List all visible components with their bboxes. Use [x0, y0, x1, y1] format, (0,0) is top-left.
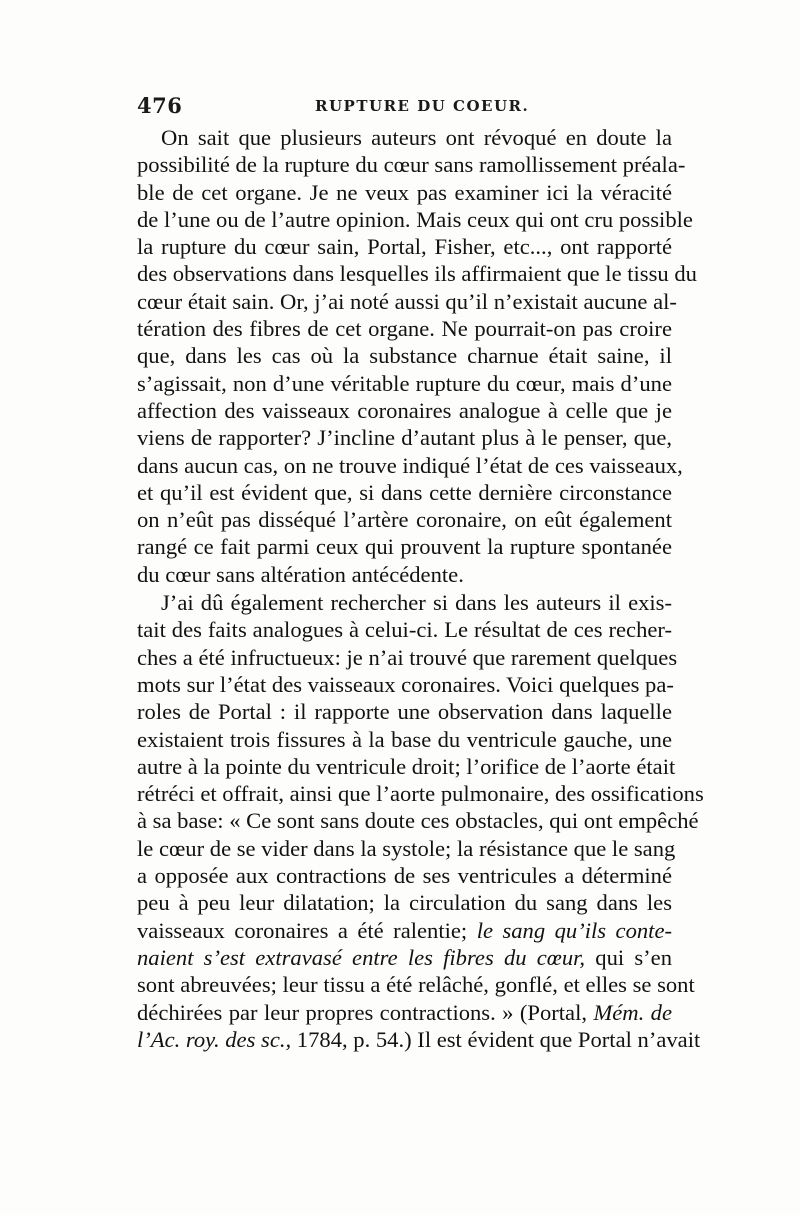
- text-line: le cœur de se vider dans la systole; la résistance que le sang: [137, 835, 676, 861]
- text-line: possibilité de la rupture du cœur sans ramollissement préala-: [137, 152, 686, 178]
- paragraph-1: [137, 124, 697, 588]
- text-run: 1784, p. 54.) Il est évident que Portal n’avait: [296, 1026, 701, 1052]
- paragraph-2: [137, 589, 704, 1053]
- text-line: tération des fibres de cet organe. Ne pourrait-on pas croire: [137, 316, 672, 342]
- italic-run: naient s’est extravasé entre les fibres du cœur,: [137, 944, 586, 970]
- text-line: tait des faits analogues à celui-ci. Le résultat de ces recher-: [137, 617, 672, 643]
- text-line: des observations dans lesquelles ils affirmaient que le tissu du: [137, 261, 697, 287]
- text-line: [137, 999, 672, 1026]
- text-line: ches a été infructueux: je n’ai trouvé que rarement quelques: [137, 644, 678, 670]
- italic-run: Mém. de: [593, 999, 672, 1025]
- text-line: rangé ce fait parmi ceux qui prouvent la rupture spontanée: [137, 534, 672, 560]
- text-line: [137, 917, 672, 944]
- text-line: autre à la pointe du ventricule droit; l’orifice de l’aorte était: [137, 753, 676, 779]
- text-line: roles de Portal : il rapporte une observation dans laquelle: [137, 699, 672, 725]
- text-line: existaient trois fissures à la base du ventricule gauche, une: [137, 726, 672, 752]
- italic-run: le sang qu’ils conte-: [476, 917, 673, 943]
- text-line: J’ai dû également rechercher si dans les auteurs il exis-: [161, 590, 672, 616]
- text-line: ble de cet organe. Je ne veux pas examiner ici la véracité: [137, 179, 672, 205]
- text-line: que, dans les cas où la substance charnue était saine, il: [137, 343, 672, 369]
- text-run: vaisseaux coronaires a été ralentie;: [137, 917, 468, 943]
- text-line: du cœur sans altération antécédente.: [137, 561, 464, 587]
- text-line: s’agissait, non d’une véritable rupture du cœur, mais d’une: [137, 370, 672, 396]
- text-run: déchirées par leur propres contractions. » (Portal,: [137, 999, 588, 1025]
- text-line: à sa base: « Ce sont sans doute ces obstacles, qui ont empêché: [137, 808, 699, 834]
- text-line: la rupture du cœur sain, Portal, Fisher, etc..., ont rapporté: [137, 234, 672, 260]
- text-line: on n’eût pas disséqué l’artère coronaire, on eût également: [137, 507, 672, 533]
- text-run: qui s’en: [595, 944, 672, 970]
- text-line: de l’une ou de l’autre opinion. Mais ceux qui ont cru possible: [137, 206, 693, 232]
- text-line: viens de rapporter? J’incline d’autant plus à le penser, que,: [137, 425, 672, 451]
- text-line: peu à peu leur dilatation; la circulation du sang dans les: [137, 890, 672, 916]
- text-line: affection des vaisseaux coronaires analogue à celle que je: [137, 397, 672, 423]
- text-line: et qu’il est évident que, si dans cette dernière circonstance: [137, 479, 672, 505]
- text-line: rétréci et offrait, ainsi que l’aorte pulmonaire, des ossifications: [137, 781, 704, 807]
- text-line: [137, 1026, 701, 1053]
- text-line: dans aucun cas, on ne trouve indiqué l’état de ces vaisseaux,: [137, 452, 683, 478]
- page-number: 476: [137, 93, 183, 118]
- running-title: RUPTURE DU COEUR.: [315, 97, 530, 115]
- body-text: [137, 124, 704, 1053]
- italic-run: l’Ac. roy. des sc.,: [137, 1026, 292, 1052]
- running-head: [137, 93, 669, 123]
- text-line: sont abreuvées; leur tissu a été relâché, gonflé, et elles se sont: [137, 972, 695, 998]
- text-line: mots sur l’état des vaisseaux coronaires. Voici quelques pa-: [137, 671, 674, 697]
- text-line: On sait que plusieurs auteurs ont révoqué en doute la: [161, 125, 672, 150]
- text-line: a opposée aux contractions de ses ventricules a déterminé: [137, 863, 672, 889]
- text-line: [137, 944, 672, 971]
- text-line: cœur était sain. Or, j’ai noté aussi qu’il n’existait aucune al-: [137, 288, 677, 314]
